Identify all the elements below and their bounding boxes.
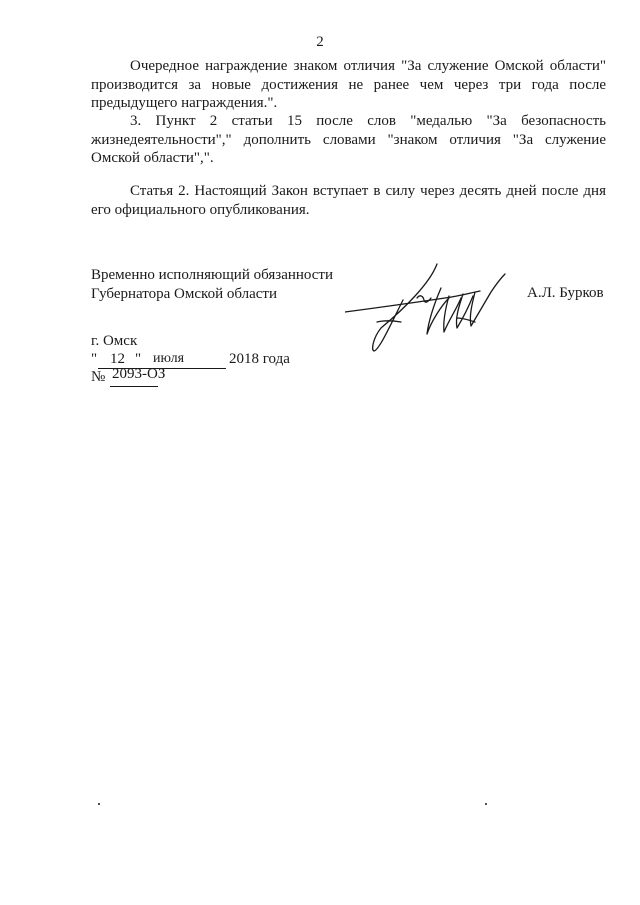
page-number: 2 <box>316 34 324 50</box>
paragraph-article-15-amendment: 3. Пункт 2 статьи 15 после слов "медалью "За безопасность жизнедеятельности"," дополнить словами "знаком отличия "За служение Омской области",". <box>91 113 606 166</box>
date-day: 12 <box>110 351 125 367</box>
scan-mark-left <box>98 803 100 805</box>
paragraph-award-repeat: Очередное награждение знаком отличия "За служение Омской области" производится за новые достижения не ранее чем через три года после предыдущего награждения.". <box>91 58 606 111</box>
date-year: 2018 года <box>229 351 290 367</box>
number-underline <box>110 386 158 387</box>
handwritten-signature <box>345 258 525 358</box>
signatory-position-line2: Губернатора Омской области <box>91 285 277 302</box>
signatory-position-line1: Временно исполняющий обязанности <box>91 267 334 283</box>
paragraph-article-2: Статья 2. Настоящий Закон вступает в силу через десять дней после дня его официального опубликования. <box>91 183 606 218</box>
scan-mark-right <box>485 803 487 805</box>
date-quote-open: " <box>91 351 98 367</box>
place-of-signing: г. Омск <box>91 333 138 349</box>
signatory-position <box>91 266 333 303</box>
number-sign: № <box>91 369 106 385</box>
law-number-value: 2093-ОЗ <box>112 366 166 382</box>
date-month: июля <box>153 351 185 366</box>
date-quote-close: " <box>135 351 142 367</box>
signatory-name: А.Л. Бурков <box>527 285 604 301</box>
